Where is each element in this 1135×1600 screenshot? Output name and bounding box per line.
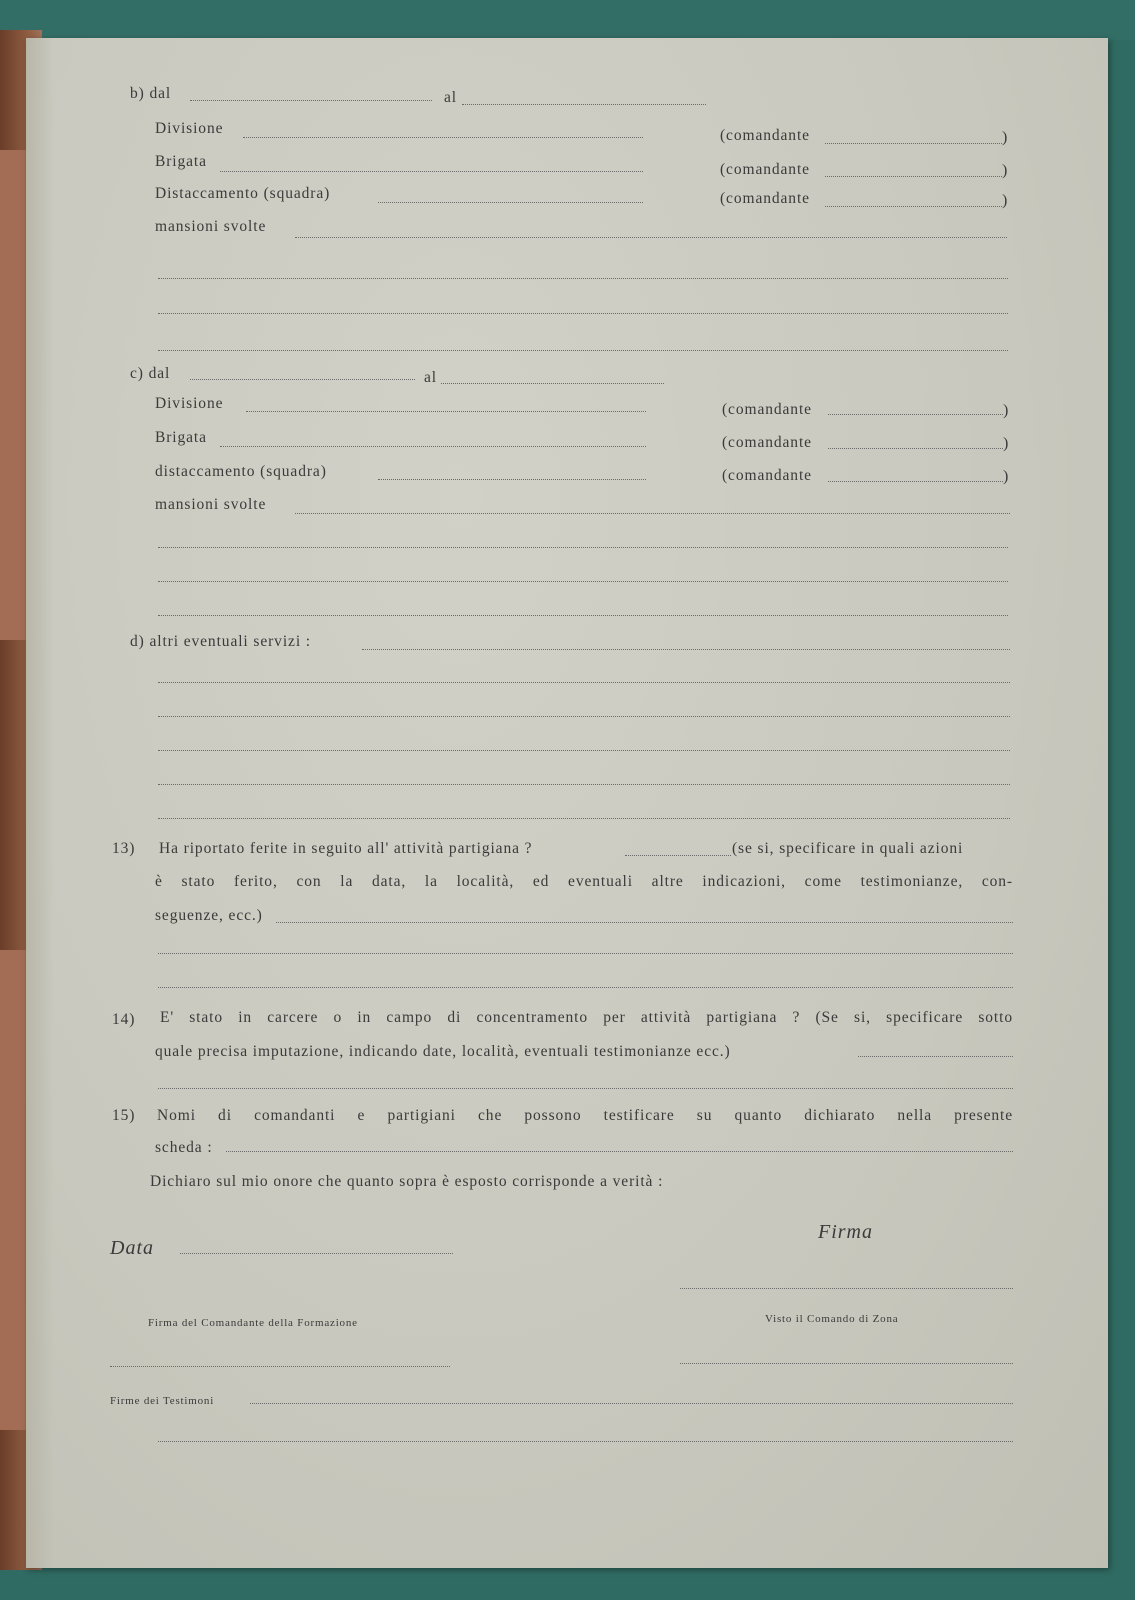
section-c-mansioni-line[interactable] xyxy=(158,547,1008,548)
section-c-brigata-comandante-field[interactable] xyxy=(828,448,1003,449)
firma-comandante-label: Firma del Comandante della Formazione xyxy=(148,1317,358,1329)
section-b-dal-field[interactable] xyxy=(190,100,432,101)
firma-comandante-field[interactable] xyxy=(110,1366,450,1367)
section-b-brigata-label: Brigata xyxy=(155,153,207,170)
q15-line1: Nomi di comandanti e partigiani che possono testificare su quanto dichiarato nella presente xyxy=(157,1107,1013,1124)
section-b-al-label: al xyxy=(444,89,457,106)
close-paren: ) xyxy=(1002,129,1008,146)
q13-details-line[interactable] xyxy=(158,987,1013,988)
q13-line3: seguenze, ecc.) xyxy=(155,907,263,924)
section-b-distaccamento-comandante: (comandante xyxy=(720,190,810,207)
q14-number: 14) xyxy=(112,1011,136,1028)
section-b-brigata-comandante-field[interactable] xyxy=(825,176,1002,177)
backdrop xyxy=(0,0,1135,40)
section-b-divisione-field[interactable] xyxy=(243,137,643,138)
q15-answer-field[interactable] xyxy=(226,1151,1013,1152)
q13-line1: Ha riportato ferite in seguito all' attività partigiana ? xyxy=(159,840,533,857)
section-c-mansioni-field[interactable] xyxy=(295,513,1010,514)
declaration-text: Dichiaro sul mio onore che quanto sopra è esposto corrisponde a verità : xyxy=(150,1173,664,1190)
q15-line2: scheda : xyxy=(155,1139,213,1156)
section-b-mansioni-field[interactable] xyxy=(295,237,1007,238)
section-b-divisione-comandante-field[interactable] xyxy=(825,143,1002,144)
q13-line2: è stato ferito, con la data, la località, ed eventuali altre indicazioni, come testimonianze, con- xyxy=(155,873,1013,890)
firme-testimoni-label: Firme dei Testimoni xyxy=(110,1395,215,1407)
section-c-mansioni-label: mansioni svolte xyxy=(155,496,267,513)
section-c-al-label: al xyxy=(424,369,437,386)
section-b-brigata-field[interactable] xyxy=(220,171,643,172)
section-d-line[interactable] xyxy=(158,784,1010,785)
section-c-label: c) dal xyxy=(130,365,171,382)
section-c-distaccamento-field[interactable] xyxy=(378,479,646,480)
close-paren: ) xyxy=(1003,435,1009,452)
section-c-al-field[interactable] xyxy=(441,383,664,384)
section-c-distaccamento-comandante: (comandante xyxy=(722,467,812,484)
section-b-mansioni-line[interactable] xyxy=(158,350,1008,351)
section-b-mansioni-line[interactable] xyxy=(158,313,1008,314)
q13-line1-end: (se si, specificare in quali azioni xyxy=(732,840,964,857)
close-paren: ) xyxy=(1003,468,1009,485)
close-paren: ) xyxy=(1002,162,1008,179)
section-b-divisione-label: Divisione xyxy=(155,120,224,137)
section-b-distaccamento-comandante-field[interactable] xyxy=(825,206,1002,207)
section-d-line[interactable] xyxy=(158,682,1010,683)
section-b-brigata-comandante: (comandante xyxy=(720,161,810,178)
section-c-brigata-comandante: (comandante xyxy=(722,434,812,451)
close-paren: ) xyxy=(1002,192,1008,209)
q13-details-field[interactable] xyxy=(276,922,1013,923)
data-field[interactable] xyxy=(180,1253,453,1254)
firme-testimoni-line[interactable] xyxy=(158,1441,1013,1442)
section-b-distaccamento-field[interactable] xyxy=(378,202,643,203)
section-b-distaccamento-label: Distaccamento (squadra) xyxy=(155,185,331,202)
section-c-divisione-label: Divisione xyxy=(155,395,224,412)
section-c-divisione-comandante: (comandante xyxy=(722,401,812,418)
section-b-al-field[interactable] xyxy=(462,104,706,105)
section-c-brigata-label: Brigata xyxy=(155,429,207,446)
section-c-distaccamento-label: distaccamento (squadra) xyxy=(155,463,327,480)
q13-number: 13) xyxy=(112,840,136,857)
firme-testimoni-field[interactable] xyxy=(250,1403,1013,1404)
section-b-label: b) dal xyxy=(130,85,172,102)
section-c-mansioni-line[interactable] xyxy=(158,615,1008,616)
q14-line2: quale precisa imputazione, indicando date, località, eventuali testimonianze ecc.) xyxy=(155,1043,731,1060)
visto-comando-label: Visto il Comando di Zona xyxy=(765,1313,899,1325)
firma-field[interactable] xyxy=(680,1288,1013,1289)
section-c-divisione-field[interactable] xyxy=(246,411,646,412)
section-d-line[interactable] xyxy=(158,750,1010,751)
q14-answer-field[interactable] xyxy=(858,1056,1013,1057)
section-c-divisione-comandante-field[interactable] xyxy=(828,414,1003,415)
data-label: Data xyxy=(110,1237,154,1259)
section-c-mansioni-line[interactable] xyxy=(158,581,1008,582)
visto-comando-field[interactable] xyxy=(680,1363,1013,1364)
q15-number: 15) xyxy=(112,1107,136,1124)
section-c-brigata-field[interactable] xyxy=(220,446,646,447)
q13-answer-field[interactable] xyxy=(625,855,731,856)
firma-label: Firma xyxy=(818,1221,873,1243)
section-d-line[interactable] xyxy=(158,716,1010,717)
section-b-mansioni-line[interactable] xyxy=(158,278,1008,279)
q14-line1: E' stato in carcere o in campo di concentramento per attività partigiana ? (Se si, specificare sotto xyxy=(160,1009,1013,1026)
close-paren: ) xyxy=(1003,402,1009,419)
section-c-distaccamento-comandante-field[interactable] xyxy=(828,481,1003,482)
q13-details-line[interactable] xyxy=(158,953,1013,954)
section-d-line[interactable] xyxy=(158,818,1010,819)
section-d-label: d) altri eventuali servizi : xyxy=(130,633,312,650)
q14-answer-line[interactable] xyxy=(158,1088,1013,1089)
section-b-divisione-comandante: (comandante xyxy=(720,127,810,144)
section-b-mansioni-label: mansioni svolte xyxy=(155,218,267,235)
section-d-field[interactable] xyxy=(362,649,1010,650)
form-page xyxy=(26,38,1108,1568)
section-c-dal-field[interactable] xyxy=(190,379,415,380)
paper-edge xyxy=(26,38,54,1568)
